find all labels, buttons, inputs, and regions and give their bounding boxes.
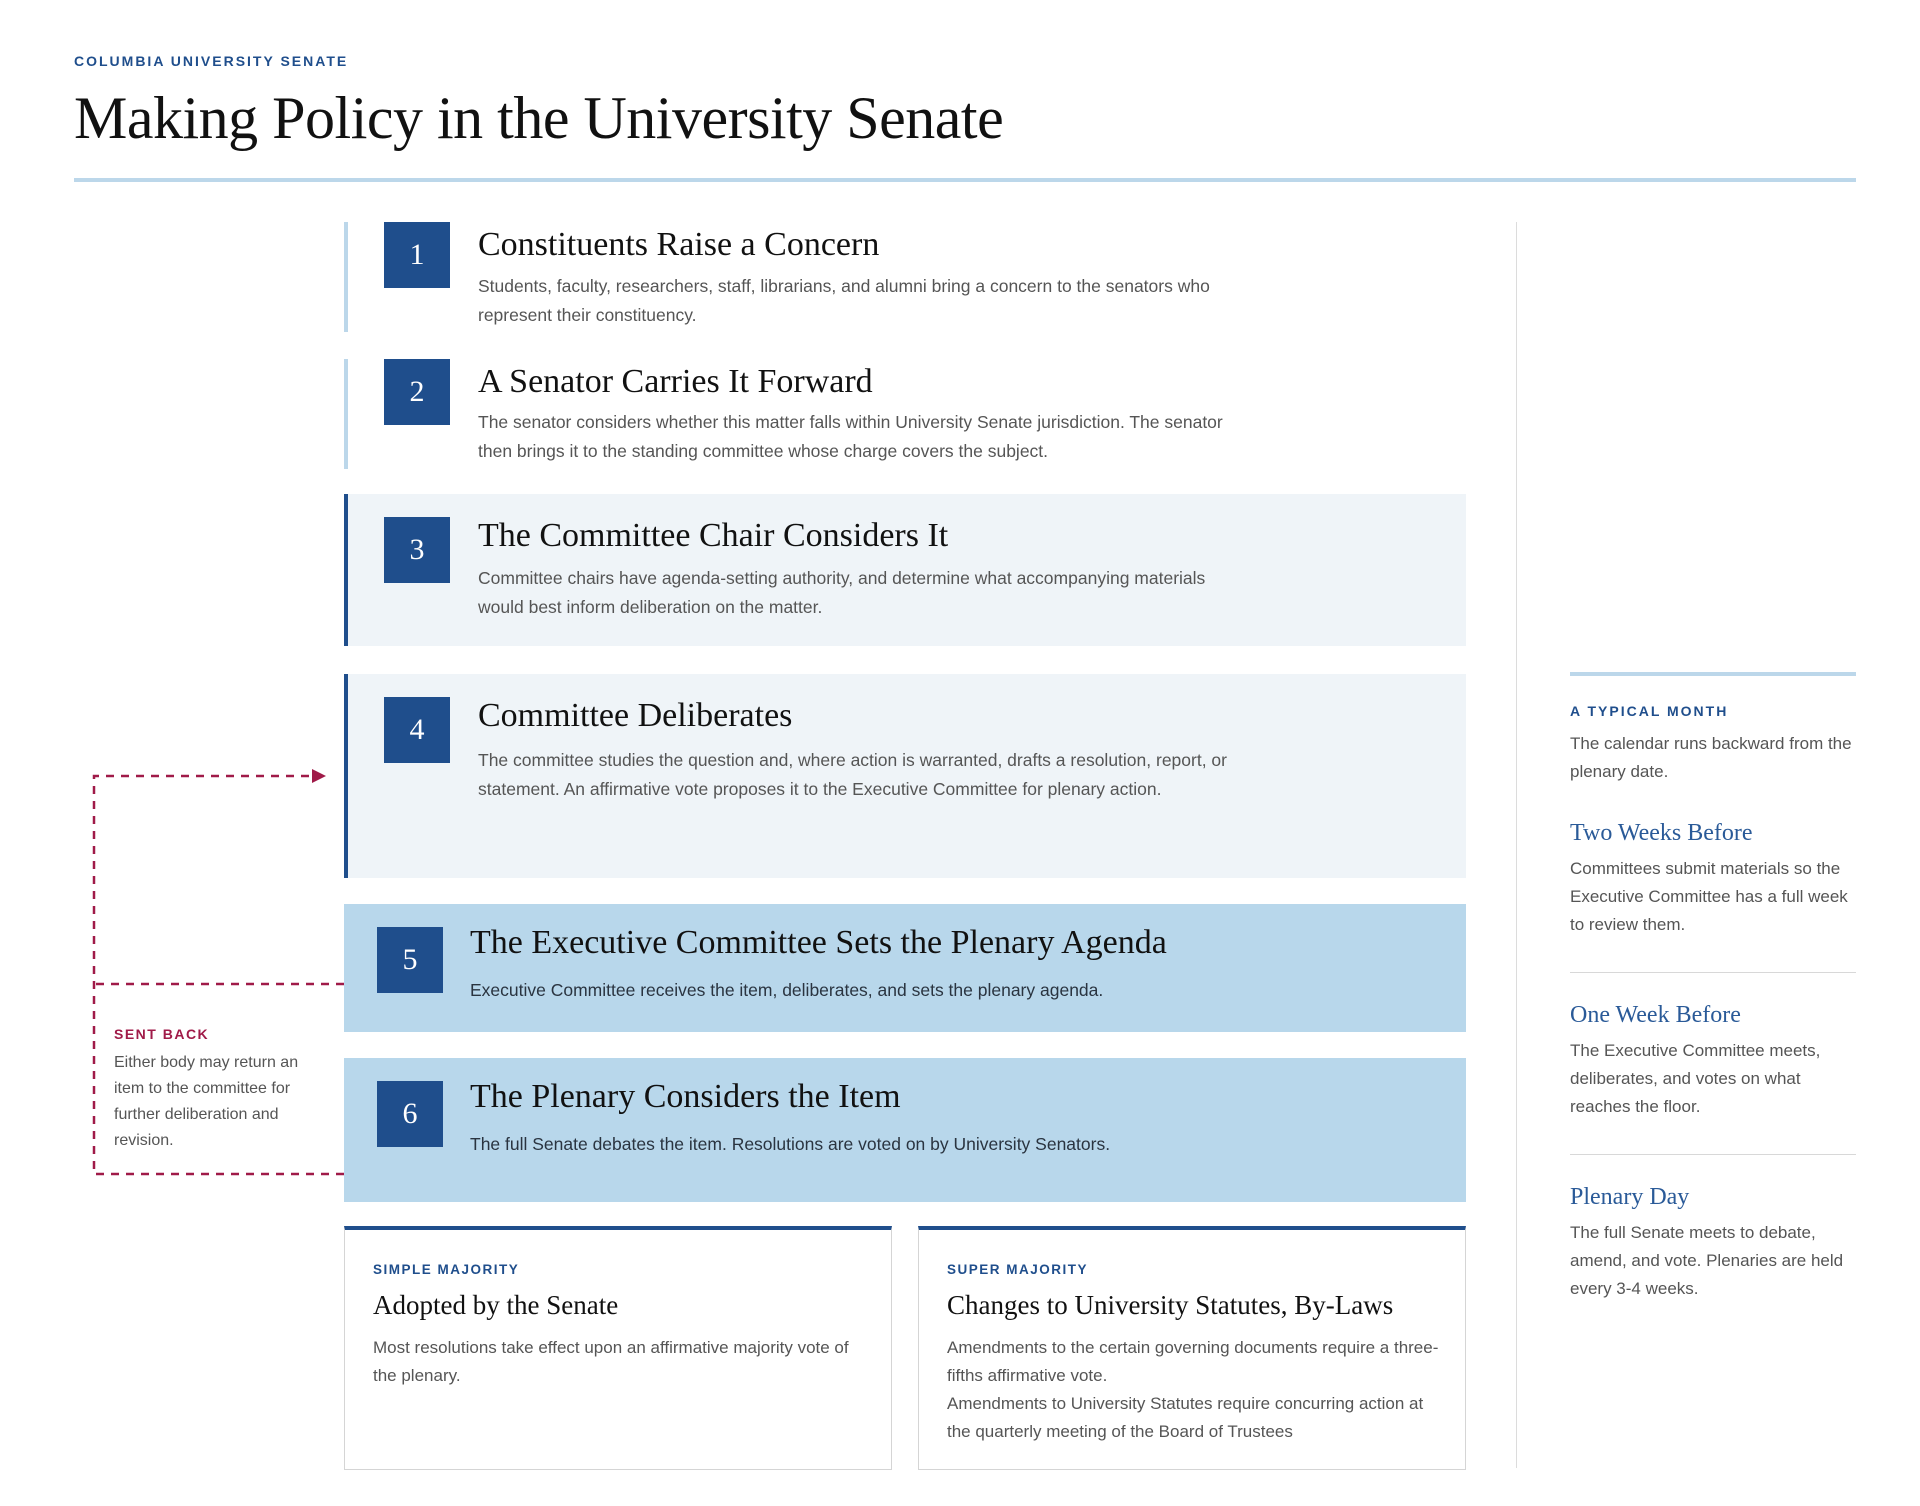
sent-back-label: SENT BACK — [114, 1026, 210, 1042]
step-title-6: The Plenary Considers the Item — [470, 1078, 901, 1115]
step-number-5: 5 — [377, 927, 443, 993]
step-2 — [344, 359, 1466, 469]
step-description-2: The senator considers whether this matter falls within University Senate jurisdiction. The senator then brings it to the standing committee whose charge covers the subject. — [478, 412, 1223, 461]
timeline-text: The Executive Committee meets, deliberates, and votes on what reaches the floor. — [1570, 1041, 1821, 1116]
step-description-4: The committee studies the question and, where action is warranted, drafts a resolution, report, or statement. An affirmative vote proposes it to the Executive Committee for plenary action. — [478, 750, 1227, 799]
step-number-1: 1 — [384, 222, 450, 288]
step-title-2: A Senator Carries It Forward — [478, 363, 873, 400]
step-4 — [344, 674, 1466, 878]
outcome-super-majority — [918, 1226, 1466, 1470]
step-number-6: 6 — [377, 1081, 443, 1147]
timeline-text: Committees submit materials so the Executive Committee has a full week to review them. — [1570, 859, 1848, 934]
outcome-label: SIMPLE MAJORITY — [373, 1262, 520, 1277]
step-number-3: 3 — [384, 517, 450, 583]
step-title-4: Committee Deliberates — [478, 697, 793, 734]
step-6 — [344, 1058, 1466, 1202]
outcome-label: SUPER MAJORITY — [947, 1262, 1089, 1277]
step-1 — [344, 222, 1466, 332]
step-description-6: The full Senate debates the item. Resolutions are voted on by University Senators. — [470, 1134, 1111, 1154]
timeline-time: Plenary Day — [1570, 1184, 1690, 1210]
step-title-3: The Committee Chair Considers It — [478, 517, 949, 554]
sidebar-label: A TYPICAL MONTH — [1570, 703, 1729, 719]
step-title-1: Constituents Raise a Concern — [478, 226, 880, 263]
sent-back-arrowhead — [312, 769, 326, 783]
step-description-1: Students, faculty, researchers, staff, librarians, and alumni bring a concern to the senators who represent their constituency. — [478, 276, 1210, 325]
page-title: Making Policy in the University Senate — [74, 85, 1004, 151]
sidebar-separator — [1570, 1154, 1856, 1155]
timeline-item-one-week — [1570, 1002, 1856, 1121]
timeline-text: The full Senate meets to debate, amend, and vote. Plenaries are held every 3-4 weeks. — [1570, 1223, 1844, 1298]
column-divider — [1516, 222, 1517, 1468]
sidebar-intro: The calendar runs backward from the plenary date. — [1570, 734, 1852, 781]
timeline-time: Two Weeks Before — [1570, 820, 1753, 846]
step-number-4: 4 — [384, 697, 450, 763]
step-3 — [344, 494, 1466, 646]
timeline-item-two-weeks — [1570, 820, 1856, 939]
timeline-time: One Week Before — [1570, 1002, 1741, 1028]
outcome-description — [947, 1334, 1447, 1446]
outcome-simple-majority — [344, 1226, 892, 1470]
outcome-title: Changes to University Statutes, By-Laws — [947, 1290, 1394, 1320]
sent-back-connector — [0, 0, 360, 1200]
outcome-description-line-1: Amendments to the certain governing documents require a three-fifths affirmative vote. — [947, 1338, 1439, 1385]
step-5 — [344, 904, 1466, 1032]
outcome-description-line-2: Amendments to University Statutes require concurring action at the quarterly meeting of the Board of Trustees — [947, 1394, 1424, 1441]
outcome-title: Adopted by the Senate — [373, 1290, 619, 1320]
step-description-5: Executive Committee receives the item, deliberates, and sets the plenary agenda. — [470, 980, 1104, 1000]
sidebar-rule — [1570, 672, 1856, 676]
timeline-item-plenary-day — [1570, 1184, 1856, 1303]
eyebrow-label: COLUMBIA UNIVERSITY SENATE — [74, 53, 349, 69]
sent-back-text: Either body may return an item to the committee for further deliberation and revision. — [114, 1054, 299, 1149]
step-number-2: 2 — [384, 359, 450, 425]
outcome-description: Most resolutions take effect upon an affirmative majority vote of the plenary. — [373, 1338, 849, 1385]
step-title-5: The Executive Committee Sets the Plenary Agenda — [470, 924, 1167, 961]
step-description-3: Committee chairs have agenda-setting authority, and determine what accompanying materials would best inform deliberation on the matter. — [478, 568, 1206, 617]
sidebar-separator — [1570, 972, 1856, 973]
